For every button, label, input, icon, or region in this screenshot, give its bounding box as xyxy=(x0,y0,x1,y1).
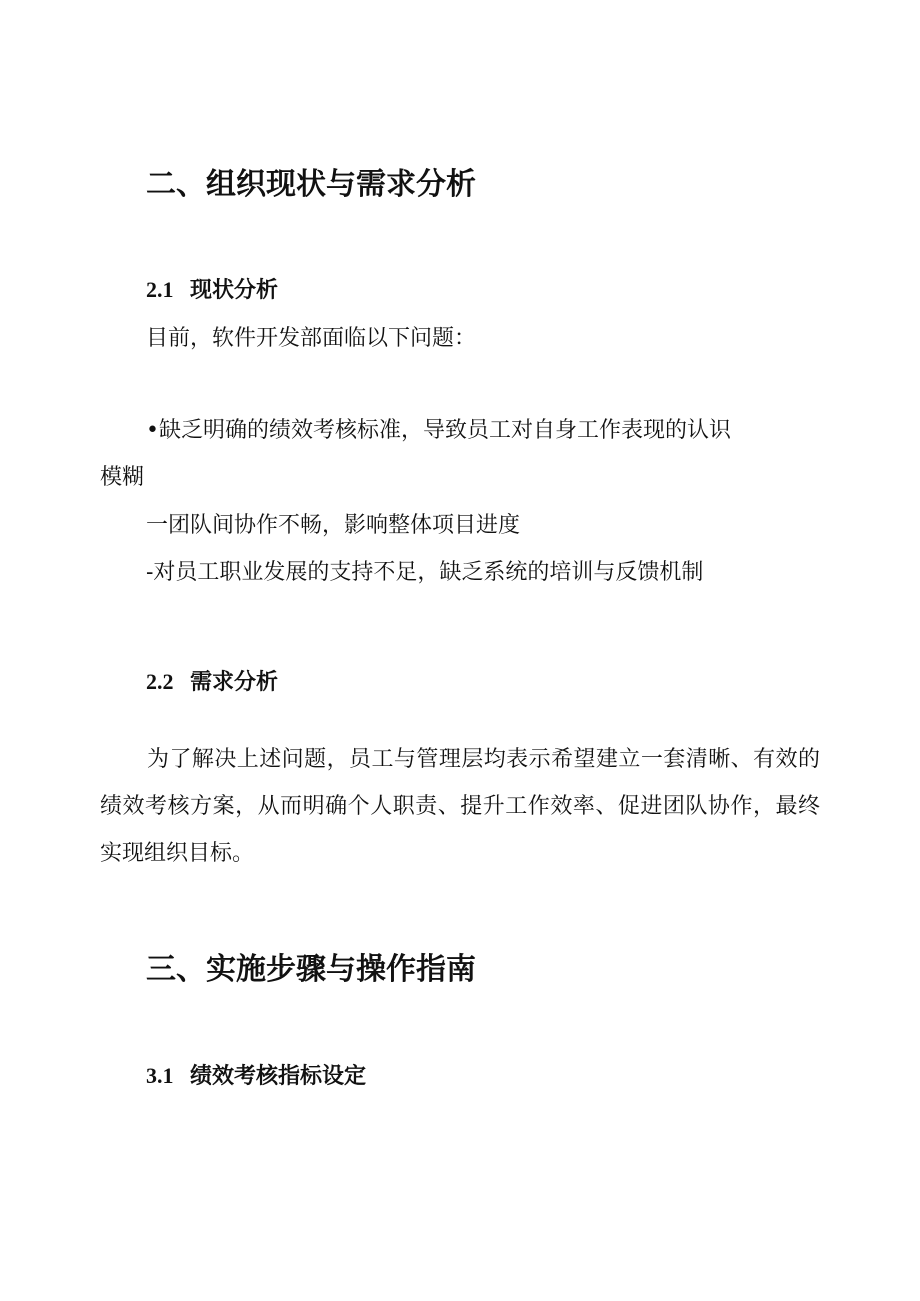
section2-title: 二、组织现状与需求分析 xyxy=(146,167,476,202)
intro-text: 目前，软件开发部面临以下问题： xyxy=(146,326,477,351)
list-item: 一团队间协作不畅，影响整体项目进度 xyxy=(146,513,521,538)
list-item: 模糊 xyxy=(100,465,145,490)
needs-paragraph: 为了解决上述问题，员工与管理层均表示希望建立一套清晰、有效的绩效考核方案，从而明确个人职责、提升工作效率、促进团队协作，最终实现组织目标。 xyxy=(100,747,820,866)
subsection-title: 绩效考核指标设定 xyxy=(190,1064,367,1089)
subsection-number: 3.1 xyxy=(146,1063,174,1088)
subsection-number: 2.2 xyxy=(146,669,174,694)
subsection-2-2-heading xyxy=(146,671,278,694)
subsection-title: 需求分析 xyxy=(190,670,279,695)
list-item: -对员工职业发展的支持不足，缺乏系统的培训与反馈机制 xyxy=(146,560,704,585)
subsection-number: 2.1 xyxy=(146,277,174,302)
subsection-2-1-heading xyxy=(146,279,278,302)
subsection-3-1-heading xyxy=(146,1065,366,1088)
list-item: •缺乏明确的绩效考核标准，导致员工对自身工作表现的认识 xyxy=(146,418,731,443)
section3-title: 三、实施步骤与操作指南 xyxy=(146,952,476,987)
subsection-title: 现状分析 xyxy=(190,278,279,303)
